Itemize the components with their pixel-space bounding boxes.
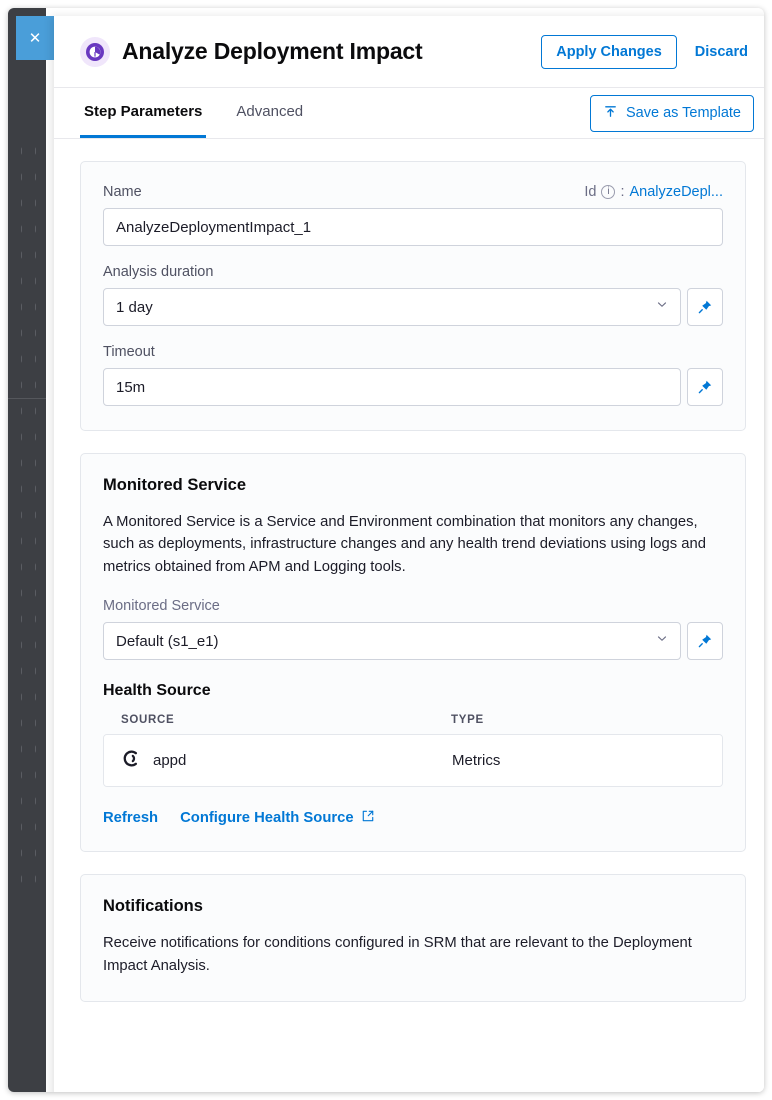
timeout-pin-button[interactable] — [687, 368, 723, 406]
name-input-wrap — [103, 208, 723, 246]
drawer-body — [54, 139, 764, 1092]
step-id-display — [584, 184, 723, 200]
column-header-type: TYPE — [451, 714, 484, 727]
tab-spacer — [333, 88, 590, 138]
column-header-source: SOURCE — [121, 714, 175, 727]
id-label: Id — [584, 184, 597, 200]
health-source-table-header — [103, 714, 723, 734]
save-as-template-button[interactable] — [590, 95, 754, 132]
health-source-actions — [103, 809, 723, 827]
monitored-service-select[interactable]: Default (s1_e1) — [103, 622, 681, 660]
timeout-group — [103, 368, 723, 406]
configure-health-source-link[interactable] — [180, 809, 374, 827]
page-backdrop — [8, 8, 764, 1092]
id-value[interactable]: AnalyzeDepl... — [629, 184, 723, 200]
apply-changes-button[interactable]: Apply Changes — [541, 35, 677, 69]
monitored-service-title: Monitored Service — [103, 476, 247, 494]
notifications-title: Notifications — [103, 897, 203, 916]
canvas-dot-grid-secondary — [32, 138, 36, 898]
monitored-service-group — [103, 622, 723, 660]
tab-advanced[interactable]: Advanced — [236, 103, 304, 120]
analyze-deployment-impact-icon — [80, 37, 110, 67]
close-drawer-button[interactable] — [16, 16, 54, 60]
table-row[interactable] — [104, 735, 722, 786]
drawer-header — [54, 16, 764, 88]
name-input[interactable]: AnalyzeDeploymentImpact_1 — [103, 208, 723, 246]
health-source-table — [103, 734, 723, 787]
row-source-label: appd — [153, 752, 187, 770]
pipeline-canvas-strip — [8, 8, 46, 1092]
template-upload-icon — [603, 104, 618, 123]
analysis-duration-label: Analysis duration — [103, 264, 214, 280]
info-icon[interactable]: i — [601, 185, 615, 199]
analysis-duration-select[interactable]: 1 day — [103, 288, 681, 326]
analysis-duration-select-wrap — [103, 288, 681, 326]
external-link-icon — [361, 809, 375, 827]
name-label: Name — [103, 184, 142, 200]
monitored-service-field-label: Monitored Service — [103, 598, 220, 615]
timeout-input-wrap — [103, 368, 681, 406]
timeout-input[interactable]: 15m — [103, 368, 681, 406]
page-title: Analyze Deployment Impact — [122, 38, 423, 64]
notifications-description: Receive notifications for conditions configured in SRM that are relevant to the Deployment Impact Analysis. — [103, 935, 692, 974]
close-icon: ✕ — [28, 30, 42, 47]
name-row-header — [103, 184, 723, 200]
configure-health-source-label: Configure Health Source — [180, 810, 354, 827]
step-config-drawer — [54, 16, 764, 1092]
canvas-divider — [8, 398, 46, 399]
appdynamics-icon — [122, 749, 141, 772]
notifications-card — [80, 874, 746, 1002]
row-type-cell: Metrics — [452, 752, 501, 770]
monitored-service-pin-button[interactable] — [687, 622, 723, 660]
step-parameters-card — [80, 161, 746, 431]
tab-step-parameters[interactable]: Step Parameters — [80, 88, 206, 138]
analysis-duration-pin-button[interactable] — [687, 288, 723, 326]
id-separator: : — [620, 184, 625, 200]
canvas-dot-grid — [18, 138, 22, 898]
monitored-service-card — [80, 453, 746, 852]
monitored-service-description: A Monitored Service is a Service and Environment combination that monitors any changes, such as deployments, infrastructure changes and any health trend deviations using logs and metrics obtained from APM and Logging tools. — [103, 514, 706, 575]
refresh-link[interactable]: Refresh — [103, 810, 159, 827]
analysis-duration-group — [103, 288, 723, 326]
monitored-service-select-wrap — [103, 622, 681, 660]
row-source-cell — [122, 749, 452, 772]
name-input-group — [103, 208, 723, 246]
tab-bar — [54, 88, 764, 139]
health-source-title: Health Source — [103, 682, 211, 700]
save-as-template-label: Save as Template — [626, 105, 741, 121]
discard-button[interactable]: Discard — [694, 43, 748, 60]
timeout-label: Timeout — [103, 344, 155, 360]
